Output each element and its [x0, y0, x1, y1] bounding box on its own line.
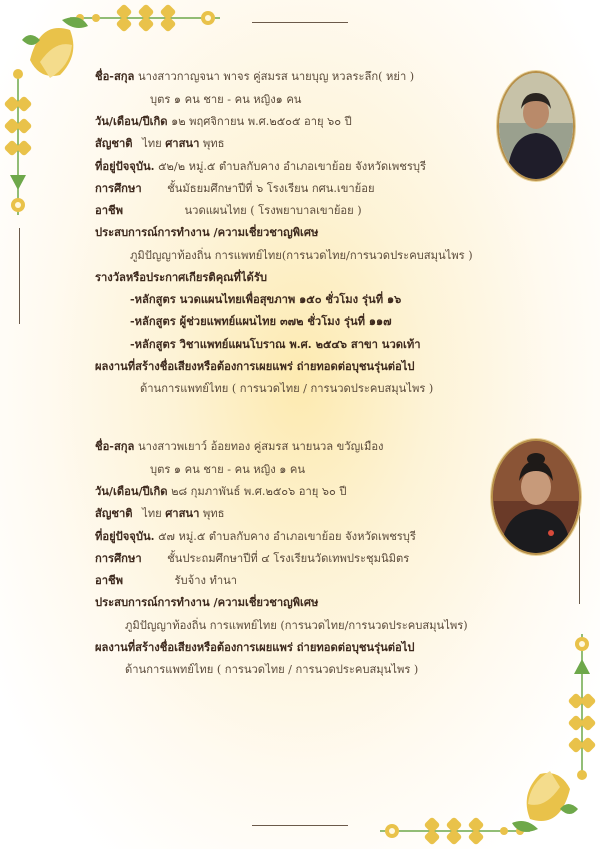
person1-address-label: ที่อยู่ปัจจุบัน.	[95, 159, 155, 173]
flower-ornament-bottom-right-icon	[370, 629, 600, 849]
person2-nationality-line	[95, 508, 225, 519]
left-rule	[19, 228, 20, 324]
person2-name-value: นางสาวพเยาว์ อ้อยทอง คู่สมรส นายนวล ขวัญเมือง	[137, 440, 384, 453]
person1-award-item: -หลักสูตร นวดแผนไทยเพื่อสุขภาพ ๑๕๐ ชั่วโมง รุ่นที่ ๑๖	[130, 292, 402, 306]
person2-occupation-value: รับจ้าง ทำนา	[174, 574, 238, 587]
person2-religion-label: ศาสนา	[165, 506, 200, 520]
person2-occupation-label: อาชีพ	[95, 573, 123, 587]
person1-nationality-label: สัญชาติ	[95, 136, 133, 150]
person1-occupation-value: นวดแผนไทย ( โรงพยาบาลเขาย้อย )	[184, 204, 362, 217]
person1-photo	[497, 71, 575, 181]
person1-award-item: -หลักสูตร ผู้ช่วยแพทย์แผนไทย ๓๗๒ ชั่วโมง รุ่นที่ ๑๑๗	[130, 314, 392, 328]
person2-works-label: ผลงานที่สร้างชื่อเสียงหรือต้องการเผยแพร่ ถ่ายทอดต่อบุชนรุ่นต่อไป	[95, 640, 415, 654]
person1-works-label: ผลงานที่สร้างชื่อเสียงหรือต้องการเผยแพร่ ถ่ายทอดต่อบุชนรุ่นต่อไป	[95, 359, 415, 373]
person2-education-label: การศึกษา	[95, 551, 142, 565]
person1-experience-value: ภูมิปัญญาท้องถิ่น การแพทย์ไทย(การนวดไทย/การนวดประคบสมุนไพร )	[130, 249, 473, 262]
person2-occupation-line	[95, 575, 237, 586]
person1-dob-line	[95, 116, 352, 127]
person1-children: บุตร ๑ คน ชาย - คน หญิง๑ คน	[150, 93, 302, 106]
person2-dob-line	[95, 486, 346, 497]
person1-occupation-line	[95, 205, 362, 216]
person1-nationality-value: ไทย	[142, 137, 162, 150]
person2-name-label: ชื่อ-สกุล	[95, 439, 135, 453]
person2-address-label: ที่อยู่ปัจจุบัน.	[95, 529, 155, 543]
person1-education-value: ชั้นมัธยมศึกษาปีที่ ๖ โรงเรียน กศน.เขาย้อย	[167, 182, 375, 195]
person1-awards-label: รางวัลหรือประกาศเกียรติคุณที่ได้รับ	[95, 270, 267, 284]
person2-photo	[491, 439, 581, 555]
bottom-rule	[252, 825, 348, 826]
person2-address-line	[95, 531, 416, 542]
person2-education-value: ชั้นประถมศึกษาปีที่ ๔ โรงเรียนวัดเทพประชุมนิมิตร	[167, 552, 410, 565]
person1-address-value: ๕๒/๒ หมู่.๕ ตำบลกับคาง อำเภอเขาย้อย จังหวัดเพชรบุรี	[158, 160, 427, 173]
person2-experience-value: ภูมิปัญญาท้องถิ่น การแพทย์ไทย (การนวดไทย/การนวดประคบสมุนไพร)	[125, 619, 468, 632]
person1-nationality-line	[95, 138, 225, 149]
person1-name-line	[95, 71, 414, 82]
person2-nationality-label: สัญชาติ	[95, 506, 133, 520]
person1-name-value: นางสาวกาญจนา พาจร คู่สมรส นายบุญ หวลระลึก( หย่า )	[137, 70, 415, 83]
person2-dob-value: ๒๘ กุมภาพันธ์ พ.ศ.๒๕๐๖ อายุ ๖๐ ปี	[171, 485, 347, 498]
right-rule	[579, 508, 580, 604]
person1-address-line	[95, 161, 426, 172]
person1-works-value: ด้านการแพทย์ไทย ( การนวดไทย / การนวดประคบสมุนไพร )	[140, 382, 434, 395]
person1-award-item: -หลักสูตร วิชาแพทย์แผนโบราณ พ.ศ. ๒๕๔๖ สาขา นวดเท้า	[130, 337, 421, 351]
person1-religion-label: ศาสนา	[165, 136, 200, 150]
person2-works-value: ด้านการแพทย์ไทย ( การนวดไทย / การนวดประคบสมุนไพร )	[125, 663, 419, 676]
person1-education-line	[95, 183, 375, 194]
person1-dob-value: ๑๒ พฤศจิกายน พ.ศ.๒๕๐๕ อายุ ๖๐ ปี	[171, 115, 352, 128]
person1-dob-label: วัน/เดือน/ปีเกิด	[95, 114, 168, 128]
person2-education-line	[95, 553, 409, 564]
person1-religion-value: พุทธ	[202, 137, 225, 150]
person1-name-label: ชื่อ-สกุล	[95, 69, 135, 83]
person1-experience-label: ประสบการณ์การทำงาน /ความเชี่ยวชาญพิเศษ	[95, 225, 319, 239]
top-rule	[252, 22, 348, 23]
person1-education-label: การศึกษา	[95, 181, 142, 195]
person2-experience-label: ประสบการณ์การทำงาน /ความเชี่ยวชาญพิเศษ	[95, 595, 319, 609]
person2-children: บุตร ๑ คน ชาย - คน หญิง ๑ คน	[150, 463, 306, 476]
person2-name-line	[95, 441, 384, 452]
person2-address-value: ๕๗ หมู่.๕ ตำบลกับคาง อำเภอเขาย้อย จังหวัดเพชรบุรี	[158, 530, 416, 543]
person2-religion-value: พุทธ	[202, 507, 225, 520]
person1-occupation-label: อาชีพ	[95, 203, 123, 217]
person2-dob-label: วัน/เดือน/ปีเกิด	[95, 484, 168, 498]
person2-nationality-value: ไทย	[142, 507, 162, 520]
